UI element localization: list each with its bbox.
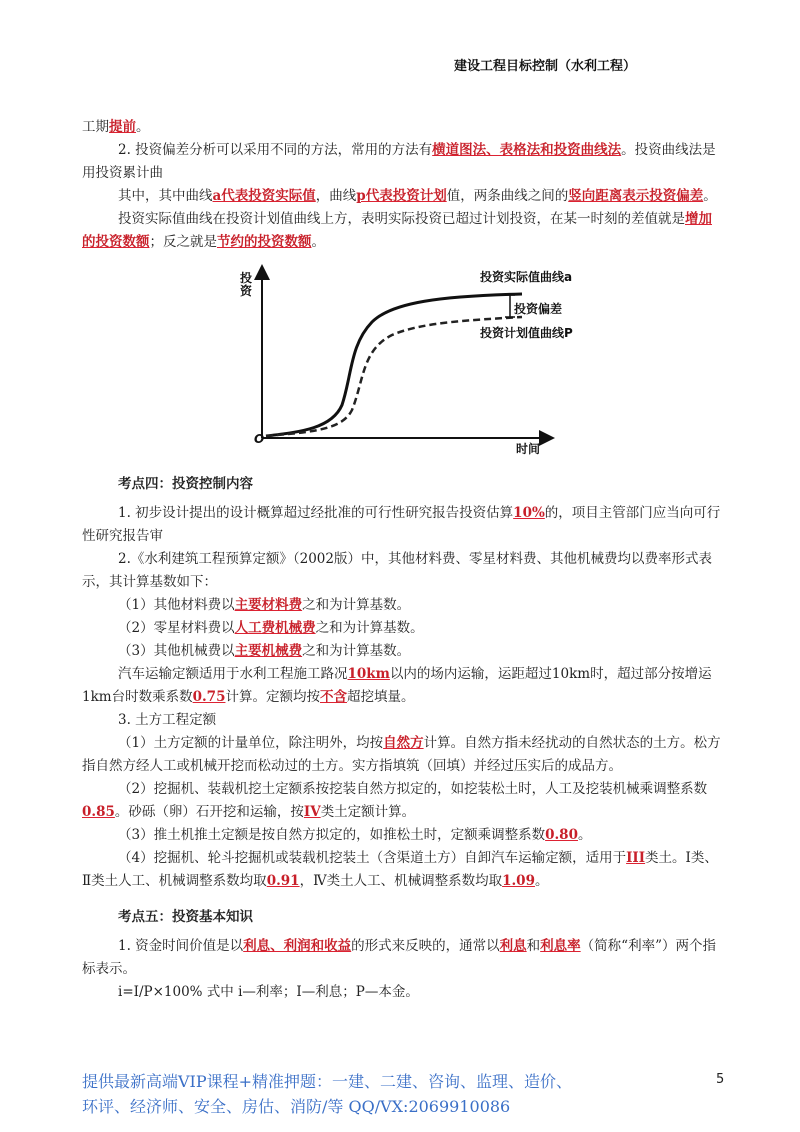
para-s4-1 — [82, 502, 722, 548]
promo-line-2: 环评、经济师、安全、房估、消防/等 QQ/VX:2069910086 — [82, 1097, 511, 1116]
text: 和 — [526, 938, 541, 954]
para-s4-11 — [82, 847, 722, 893]
text: 。投资曲线法是用投资累计曲 — [82, 142, 716, 181]
para-s4-5 — [82, 640, 722, 663]
highlight: 利息 — [499, 938, 527, 954]
text: 计算。自然方指未经扰动的自然状态的土方。松方指自然方经人工或机械开挖而松动过的土方。实方指填筑（回填）并经过压实后的成品方。 — [82, 735, 721, 774]
chart-x-label: 时间 — [516, 442, 541, 456]
text: 。 — [703, 188, 717, 204]
page-header-title: 建设工程目标控制（水利工程） — [453, 59, 636, 74]
text: 1. 资金时间价值是以 — [118, 938, 244, 954]
highlight: 0.80 — [545, 827, 578, 843]
document-body — [82, 116, 722, 1004]
highlight: 利息率 — [540, 938, 581, 954]
text: 2. 投资偏差分析可以采用不同的方法，常用的方法有 — [118, 142, 433, 158]
highlight: 0.75 — [192, 689, 226, 705]
text: （3）推土机推土定额是按自然方拟定的，如推松土时，定额乘调整系数 — [118, 827, 546, 843]
text: 。砂砾（卵）石开挖和运输，按 — [114, 804, 304, 820]
text: （2）挖掘机、装载机挖土定额系按挖装自然方拟定的，如挖装松土时，人工及挖装机械乘调整系数 — [118, 781, 708, 797]
text: ，Ⅳ类土人工、机械调整系数均取 — [299, 873, 503, 889]
investment-curve-svg — [242, 260, 662, 460]
para-s4-10 — [82, 824, 722, 847]
text: 投资实际值曲线在投资计划值曲线上方，表明实际投资已超过计划投资，在某一时刻的差值就是 — [118, 211, 685, 227]
text: 类土定额计算。 — [320, 804, 416, 820]
highlight: 不含 — [319, 689, 347, 705]
text: 之和为计算基数。 — [302, 597, 411, 613]
para-s5-1 — [82, 935, 722, 981]
curve-p-label: 投资计划值曲线P — [480, 326, 573, 340]
text: 类土。Ⅰ类、Ⅱ类土人工、机械调整系数均取 — [82, 850, 718, 889]
para-3 — [82, 185, 722, 208]
section-heading: 考点四：投资控制内容 — [118, 476, 253, 492]
highlight: III — [626, 850, 646, 866]
highlight: 人工费机械费 — [234, 620, 316, 636]
text: 以内的场内运输，运距超过10km时，超过部分按增运1km台时数乘系数 — [82, 666, 712, 705]
highlight: 主要材料费 — [234, 597, 303, 613]
highlight: 主要机械费 — [234, 643, 303, 659]
text: ；反之就是 — [149, 234, 217, 250]
text: 值，两条曲线之间的 — [446, 188, 569, 204]
highlight: 利息、利润和收益 — [243, 938, 352, 954]
highlight: 竖向距离表示投资偏差 — [568, 188, 704, 204]
text: 汽车运输定额适用于水利工程施工路况 — [118, 666, 348, 682]
text: 计算。定额均按 — [225, 689, 320, 705]
text: 。 — [311, 234, 325, 250]
highlight: 10% — [513, 505, 545, 521]
text: 其中，其中曲线 — [118, 188, 213, 204]
text: 。 — [136, 119, 150, 135]
highlight: p代表投资计划 — [356, 188, 447, 204]
para-s4-6 — [82, 663, 722, 709]
text: 1. 初步设计提出的设计概算超过经批准的可行性研究报告投资估算 — [118, 505, 514, 521]
para-s4-8 — [82, 732, 722, 778]
highlight: a代表投资实际值 — [212, 188, 316, 204]
para-s4-2: 2.《水利建筑工程预算定额》（2002版）中，其他材料费、零星材料费、其他机械费均以费率形式表示，其计算基数如下： — [82, 551, 712, 590]
text: 的，项目主管部门应当向可行性研究报告审 — [82, 505, 721, 544]
text: （1）其他材料费以 — [118, 597, 235, 613]
text: 。 — [577, 827, 592, 843]
text: 超挖填量。 — [346, 689, 415, 705]
promo-footer — [82, 1069, 702, 1119]
para-s4-7: 3. 土方工程定额 — [118, 712, 217, 728]
text: （1）土方定额的计量单位，除注明外，均按 — [118, 735, 384, 751]
highlight: 自然方 — [383, 735, 424, 751]
para-s4-9 — [82, 778, 722, 824]
highlight: 0.91 — [266, 873, 300, 889]
highlight: 提前 — [109, 119, 136, 135]
text: ，曲线 — [315, 188, 357, 204]
section-heading: 考点五：投资基本知识 — [118, 909, 253, 925]
para-1 — [82, 116, 722, 139]
para-2 — [82, 139, 722, 185]
text: 的形式来反映的，通常以 — [351, 938, 500, 954]
text: 之和为计算基数。 — [302, 643, 411, 659]
para-s4-3 — [82, 594, 722, 617]
chart-origin-label: O — [254, 432, 265, 446]
highlight: 增加的投资数额 — [82, 211, 712, 250]
highlight: 0.85 — [82, 804, 115, 820]
text: 之和为计算基数。 — [315, 620, 424, 636]
highlight: IV — [303, 804, 321, 820]
text: 。 — [534, 873, 549, 889]
highlight: 10km — [347, 666, 390, 682]
highlight: 横道图法、表格法和投资曲线法 — [432, 142, 622, 158]
highlight: 节约的投资数额 — [217, 234, 312, 250]
para-s4-4 — [82, 617, 722, 640]
chart-y-label: 投资 — [240, 271, 253, 298]
investment-curve-figure — [242, 260, 662, 460]
text: （3）其他机械费以 — [118, 643, 235, 659]
para-4 — [82, 208, 722, 254]
page-number: 5 — [716, 1072, 725, 1087]
curve-a-label: 投资实际值曲线a — [480, 270, 573, 284]
deviation-label: 投资偏差 — [514, 302, 563, 316]
text: （2）零星材料费以 — [118, 620, 235, 636]
highlight: 1.09 — [502, 873, 535, 889]
text: （简称“利率”）两个指标表示。 — [82, 938, 716, 977]
promo-line-1: 提供最新高端VIP课程+精准押题：一建、二建、咨询、监理、造价、 — [82, 1072, 573, 1091]
text: 工期 — [82, 119, 109, 135]
curve-a-actual — [266, 294, 522, 436]
para-s5-2: i=I/P×100% 式中 i—利率；I—利息；P—本金。 — [118, 984, 419, 1000]
text: （4）挖掘机、轮斗挖掘机或装载机挖装土（含渠道土方）自卸汽车运输定额，适用于 — [118, 850, 627, 866]
